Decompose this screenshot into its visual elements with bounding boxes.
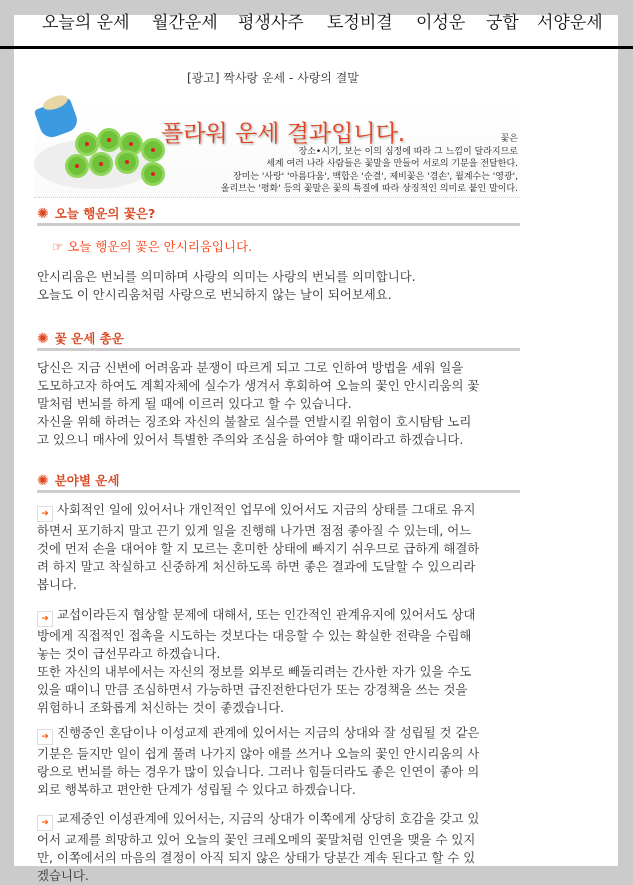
section-heading-overall [37,329,520,351]
arrow-icon: ➜ [37,611,53,627]
field-fortune-text: 교제중인 이성관계에 있어서는, 지금의 상대가 이쪽에게 상당히 호감을 갖고 있 어서 교제를 희망하고 있어 오늘의 꽃인 크레오메의 꽃말처럼 인연을 맺을 수 있지 만, 이쪽에서의 마음의 결정이 아직 되지 않은 상태가 당분간 계속 된다고 할 수 있 겠습니다. [37,811,480,883]
arrow-icon: ➜ [37,815,53,831]
nav-monthly-fortune[interactable]: 월간운세 [152,13,218,33]
pointing-hand-icon: ☞ [52,239,68,254]
cup-icon [34,97,81,140]
asterisk-icon: ✺ [37,206,49,222]
lucky-flower-result [52,237,252,255]
ad-link[interactable]: [광고] 짝사랑 운세 - 사랑의 결말 [187,71,359,85]
nav-today-fortune[interactable]: 오늘의 운세 [42,13,130,33]
nav-divider [0,46,633,49]
arrow-icon: ➜ [37,729,53,745]
flower-icon [144,141,162,159]
nav-tojeong[interactable]: 토정비결 [327,13,393,33]
field-fortune-item [37,606,522,717]
section-title: 오늘 행운의 꽃은? [54,206,156,221]
top-nav [0,8,633,38]
nav-lifetime-saju[interactable]: 평생사주 [238,13,304,33]
section-heading-fields [37,471,520,493]
field-fortune-item [37,810,522,885]
nav-western-fortune[interactable]: 서양운세 [537,13,603,33]
flower-icon [144,165,162,183]
lucky-flower-description: 안시리움은 번뇌를 의미하며 사랑의 의미는 사랑의 번뇌를 의미합니다. 오늘도 이 안시리움처럼 사랑으로 번뇌하지 않는 날이 되어보세요. [37,269,416,302]
nav-love-fortune[interactable]: 이성운 [416,13,466,33]
section-title: 꽃 운세 총운 [54,331,124,346]
flower-icon [122,135,140,153]
flower-icon [68,157,86,175]
field-fortune-item [37,501,522,594]
field-fortune-text: 진행중인 혼담이나 이성교제 관계에 있어서는 지금의 상대와 잘 성립될 것 같은 기분은 들지만 일이 쉽게 풀려 나가지 않아 애를 쓰거나 오늘의 꽃인 안시리움의 사 랑으로 번뇌를 하는 경우가 많이 있습니다. 그러나 힘들더라도 좋은 인연이 좋아 의 외로 행복하고 편안한 단계가 성립될 수 있다고 하겠습니다. [37,725,480,797]
field-fortune-text: 교섭이라든지 협상할 문제에 대해서, 또는 인간적인 관계유지에 있어서도 상대 방에게 직접적인 접촉을 시도하는 것보다는 대응할 수 있는 확실한 전략을 수립해 놓는 것이 급선무라고 하겠습니다. 또한 자신의 내부에서는 자신의 정보를 외부로 빼돌리려는 간사한 자가 있을 수도 있을 때이니 만큼 조심하면서 가능하면 급진전한다던가 또는 강경책을 쓰는 것을 위험하니 조화롭게 처신하는 것이 좋겠습니다. [37,607,476,715]
section-heading-lucky-flower [37,204,520,226]
flower-icon [78,135,96,153]
arrow-icon: ➜ [37,506,53,522]
asterisk-icon: ✺ [37,331,49,347]
flower-icon [100,131,118,149]
field-fortune-text: 사회적인 일에 있어서나 개인적인 업무에 있어서도 지금의 상태를 그대로 유지 하면서 포기하지 말고 끈기 있게 일을 진행해 나가면 점점 좋아질 수 있는데, 어느 것에 먼저 손을 대어야 할 지 모르는 혼미한 상태에 빠지기 쉬우므로 급하게 해결하 려 하지 말고 착실하고 신중하게 처신하도록 하면 좋은 결과에 도달할 수 있으리라 봅니다. [37,502,480,592]
overall-fortune-text: 당신은 지금 신변에 어려움과 분쟁이 따르게 되고 그로 인하여 방법을 세워 일을 도모하고자 하여도 계획자체에 실수가 생겨서 후회하여 오늘의 꽃인 안시리움의 꽃 말처럼 번뇌를 하게 될 때에 이르러 있다고 할 수 있습니다. 자신을 위해 하려는 징조와 자신의 불찰로 실수를 연발시킬 위험이 호시탐탐 노리 고 있으니 매사에 있어서 특별한 주의와 조심을 하여야 할 때이라고 하겠습니다. [37,360,480,447]
section-title: 분야별 운세 [54,473,120,488]
field-fortune-item [37,724,522,799]
flower-icon [118,153,136,171]
banner-title: 플라워 운세 결과입니다. [161,121,406,147]
asterisk-icon: ✺ [37,473,49,489]
flower-banner [34,97,520,198]
lucky-flower-text: 오늘 행운의 꽃은 안시리움입니다. [67,239,253,254]
nav-compatibility[interactable]: 궁합 [486,13,519,33]
flower-icon [92,155,110,173]
banner-description: 꽃은 장소•시기, 보는 이의 심정에 따라 그 느낌이 달라지므로 세계 여러 나라 사람들은 꽃말을 만들어 서로의 기분을 전달한다. 장미는 '사랑' '아름다움', 백합은 '순결', 제비꽃은 '겸손', 월계수는 '영광', 올리브는 '평화' 등의 꽃말은 꽃의 특질에 따라 상징적인 의미로 붙인 말이다. [220,134,518,194]
